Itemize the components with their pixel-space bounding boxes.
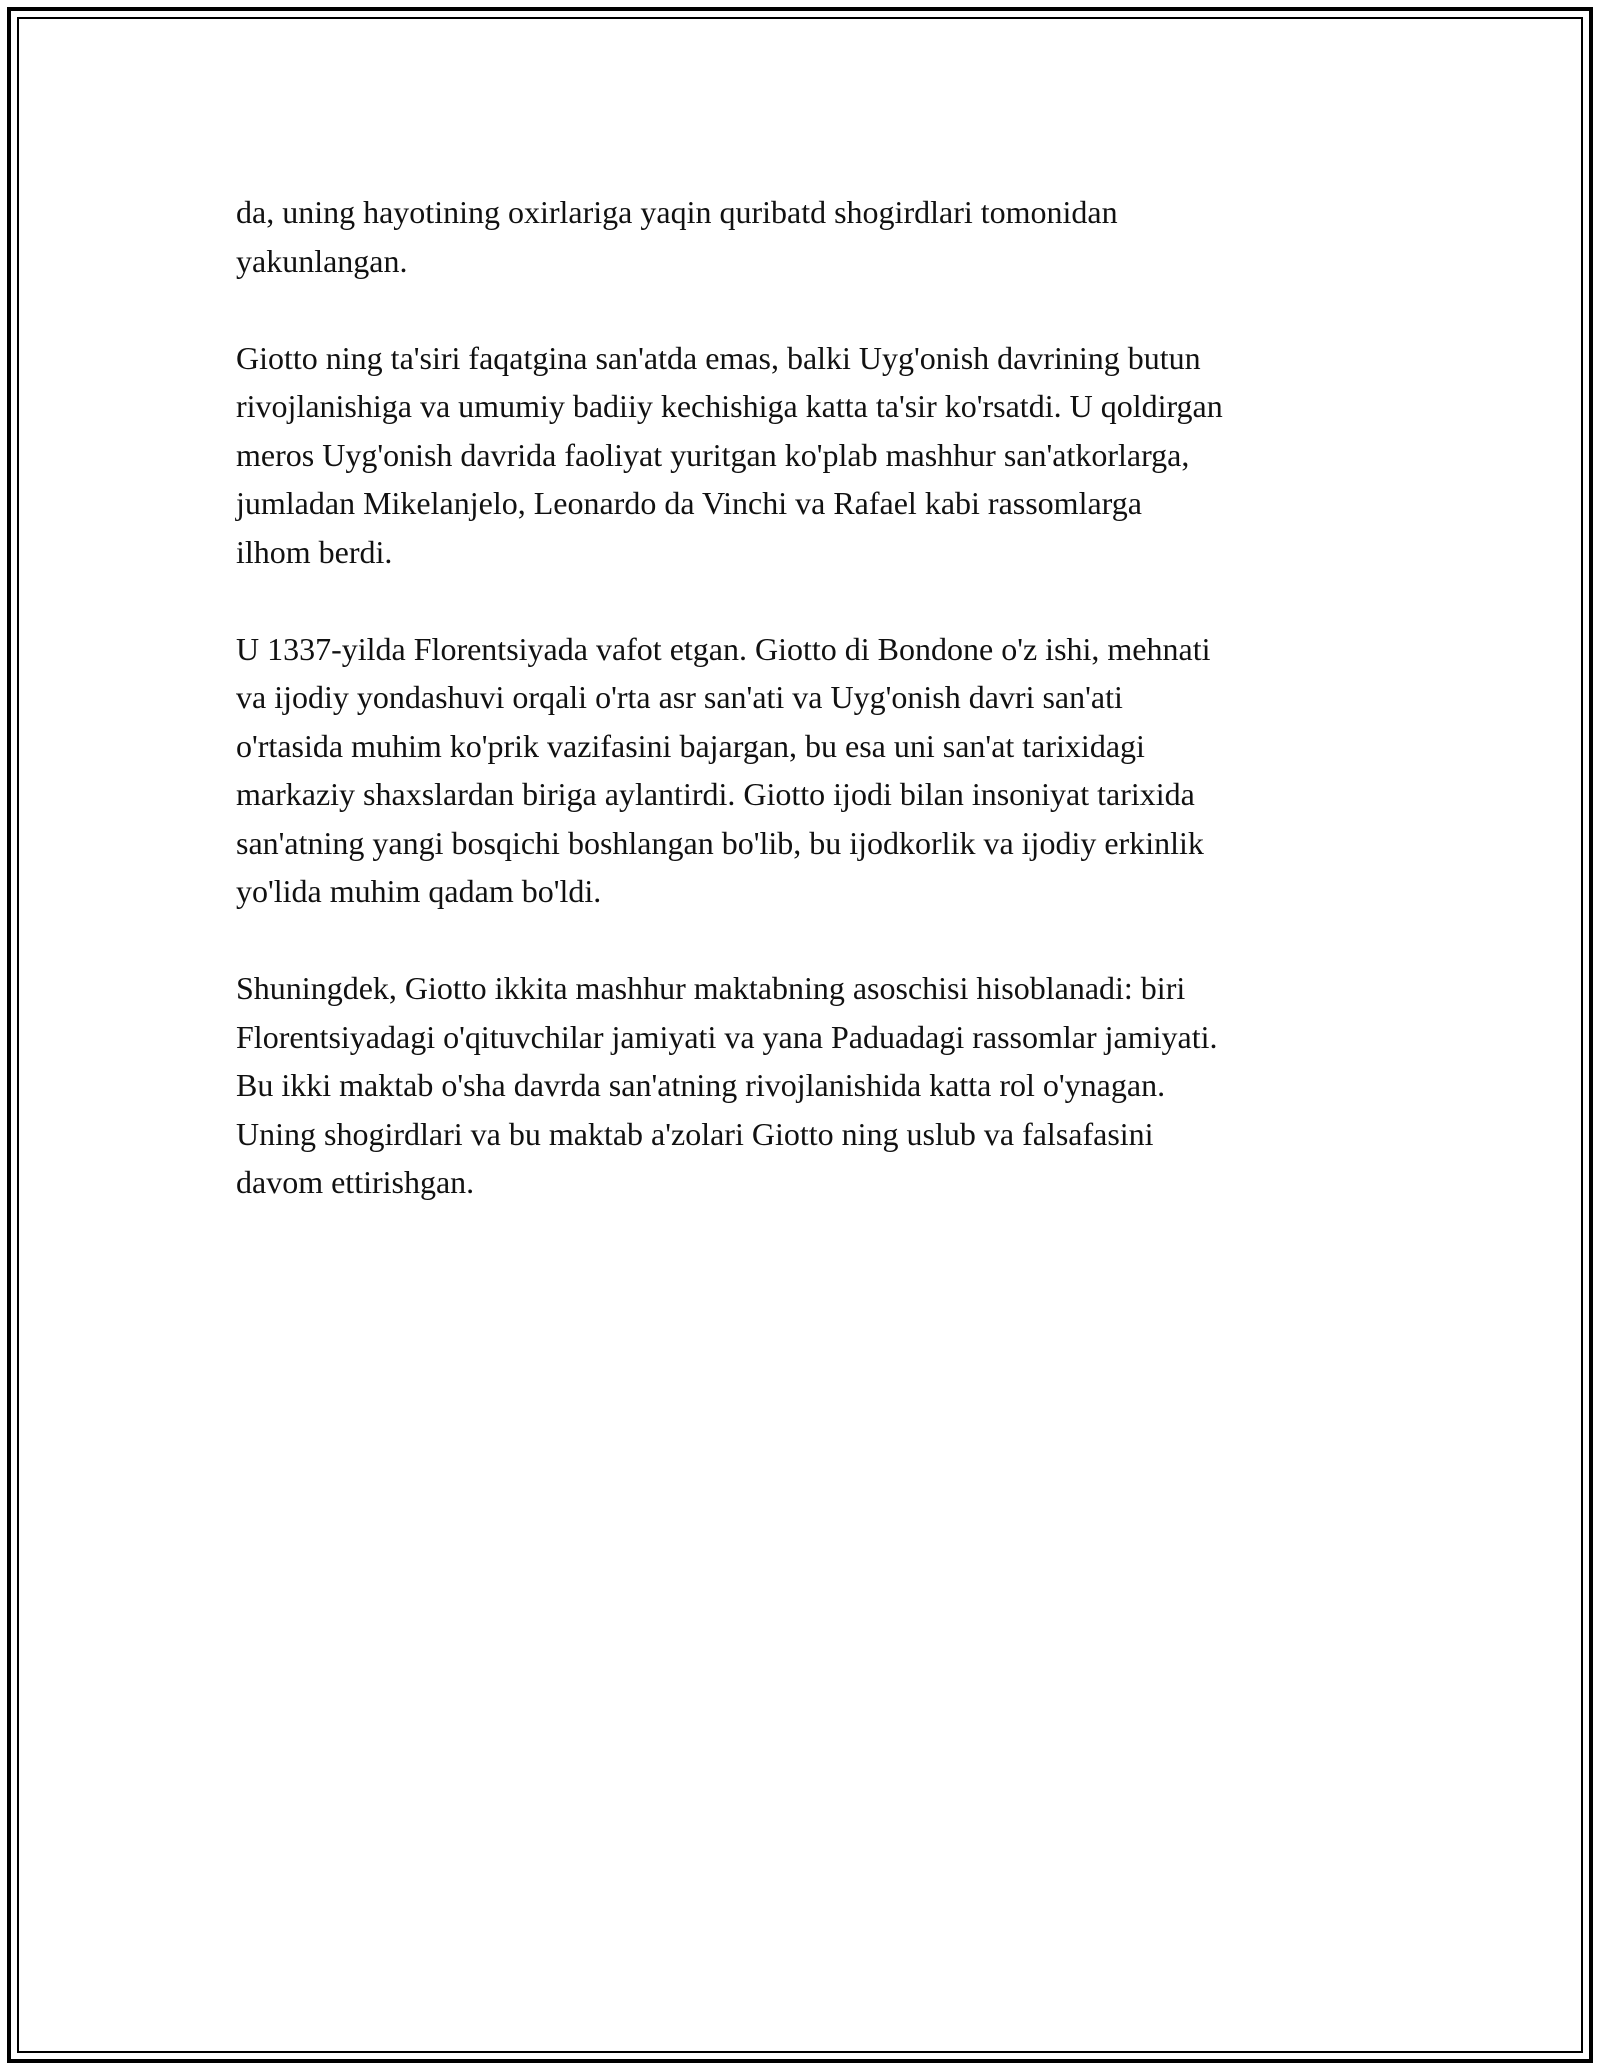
document-body — [236, 188, 1376, 1255]
text-line: da, uning hayotining oxirlariga yaqin quribatd shogirdlari tomonidan — [236, 194, 1118, 230]
text-line: U 1337-yilda Florentsiyada vafot etgan. Giotto di Bondone o'z ishi, mehnati — [236, 630, 1211, 667]
paragraph-4 — [236, 964, 1376, 1207]
text-line: Giotto ning ta'siri faqatgina san'atda emas, balki Uyg'onish davrining butun — [236, 339, 1201, 376]
text-line: yakunlangan. — [236, 242, 408, 279]
text-line: san'atning yangi bosqichi boshlangan bo'lib, bu ijodkorlik va ijodiy erkinlik — [236, 824, 1204, 861]
paragraph-2 — [236, 334, 1376, 577]
text-line: Florentsiyadagi o'qituvchilar jamiyati va yana Paduadagi rassomlar jamiyati. — [236, 1018, 1218, 1055]
text-line: Shuningdek, Giotto ikkita mashhur maktabning asoschisi hisoblanadi: biri — [236, 970, 1186, 1006]
text-line: yo'lida muhim qadam bo'ldi. — [236, 873, 602, 909]
text-line: va ijodiy yondashuvi orqali o'rta asr san'ati va Uyg'onish davri san'ati — [236, 679, 1123, 715]
text-line: markaziy shaxslardan biriga aylantirdi. Giotto ijodi bilan insoniyat tarixida — [236, 776, 1195, 812]
text-line: davom ettirishgan. — [236, 1164, 475, 1200]
text-line: rivojlanishiga va umumiy badiiy kechishiga katta ta'sir ko'rsatdi. U qoldirgan — [236, 388, 1223, 424]
text-line: Uning shogirdlari va bu maktab a'zolari Giotto ning uslub va falsafasini — [236, 1115, 1154, 1152]
text-line: Bu ikki maktab o'sha davrda san'atning rivojlanishida katta rol o'ynagan. — [236, 1067, 1166, 1103]
paragraph-3 — [236, 625, 1376, 916]
text-line: meros Uyg'onish davrida faoliyat yuritgan ko'plab mashhur san'atkorlarga, — [236, 436, 1190, 473]
text-line: jumladan Mikelanjelo, Leonardo da Vinchi va Rafael kabi rassomlarga — [236, 485, 1142, 521]
paragraph-1 — [236, 188, 1376, 285]
text-line: ilhom berdi. — [236, 533, 393, 570]
text-line: o'rtasida muhim ko'prik vazifasini bajargan, bu esa uni san'at tarixidagi — [236, 727, 1145, 764]
